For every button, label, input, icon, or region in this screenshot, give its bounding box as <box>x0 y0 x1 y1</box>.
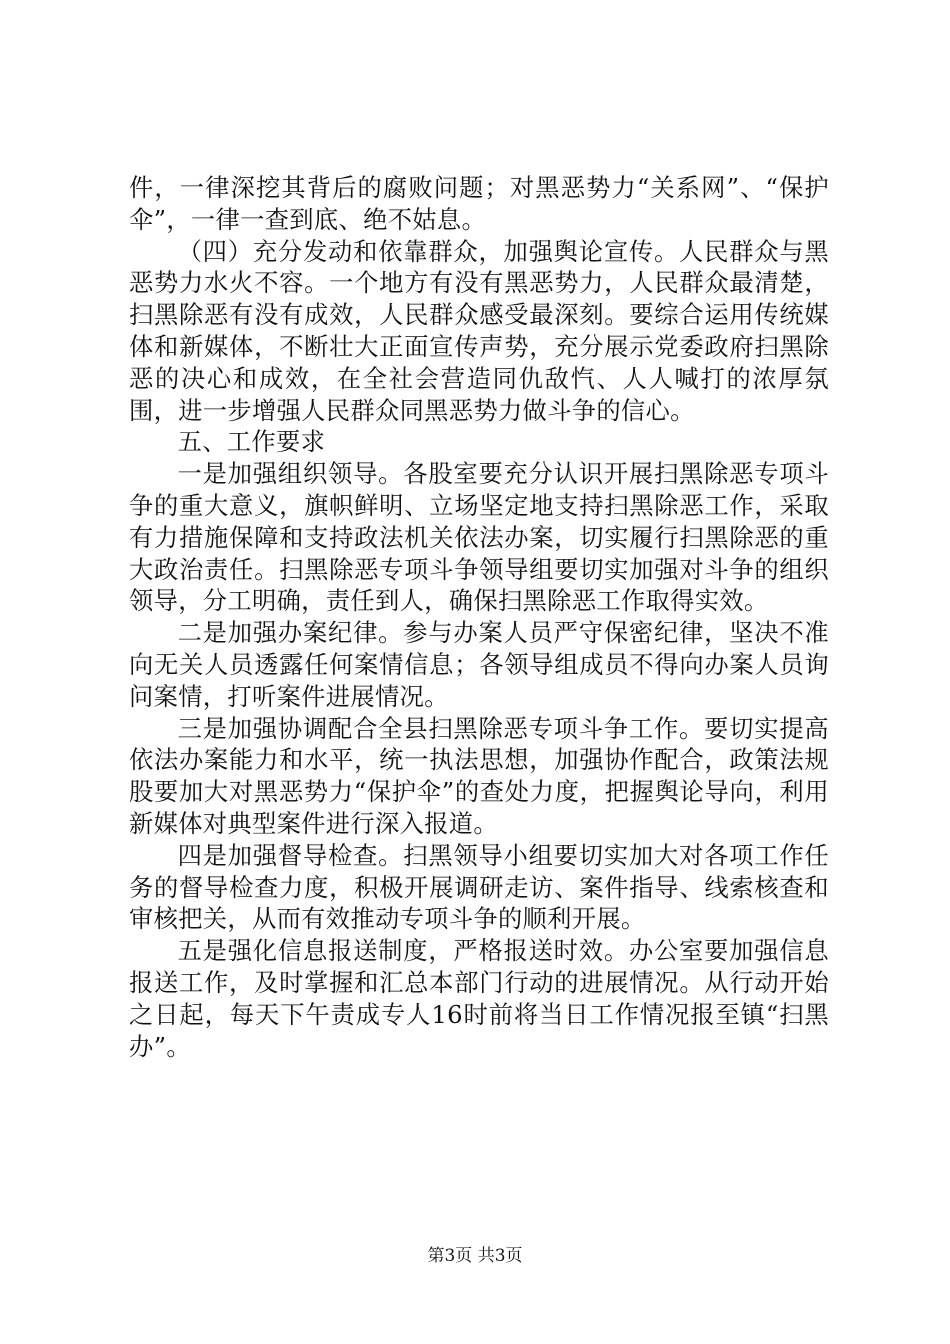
page-number-footer: 第3页 共3页 <box>427 1246 523 1266</box>
paragraph-requirement-3: 三是加强协调配合全县扫黑除恶专项斗争工作。要切实提高依法办案能力和水平，统一执法思想，加强协作配合，政策法规股要加大对黑恶势力“保护伞”的查处力度，把握舆论导向，利用新媒体对典型案件进行深入报道。 <box>129 713 829 838</box>
paragraph-requirement-2: 二是加强办案纪律。参与办案人员严守保密纪律，坚决不准向无关人员透露任何案情信息；各领导组成员不得向办案人员询问案情，打听案件进展情况。 <box>129 618 829 711</box>
paragraph-section-4: （四）充分发动和依靠群众，加强舆论宣传。人民群众与黑恶势力水火不容。一个地方有没有黑恶势力，人民群众最清楚，扫黑除恶有没有成效，人民群众感受最深刻。要综合运用传统媒体和新媒体，不断壮大正面宣传声势，充分展示党委政府扫黑除恶的决心和成效，在全社会营造同仇敌忾、人人喊打的浓厚氛围，进一步增强人民群众同黑恶势力做斗争的信心。 <box>129 236 829 425</box>
section-heading-work-requirements: 五、工作要求 <box>177 427 326 457</box>
paragraph-requirement-5: 五是强化信息报送制度，严格报送时效。办公室要加强信息报送工作，及时掌握和汇总本部门行动的进展情况。从行动开始之日起，每天下午责成专人16时前将当日工作情况报至镇“扫黑办”。 <box>129 936 829 1061</box>
document-body <box>129 172 829 1062</box>
paragraph-requirement-1: 一是加强组织领导。各股室要充分认识开展扫黑除恶专项斗争的重大意义，旗帜鲜明、立场坚定地支持扫黑除恶工作，采取有力措施保障和支持政法机关依法办案，切实履行扫黑除恶的重大政治责任。扫黑除恶专项斗争领导组要切实加强对斗争的组织领导，分工明确，责任到人，确保扫黑除恶工作取得实效。 <box>129 459 829 616</box>
paragraph-requirement-4: 四是加强督导检查。扫黑领导小组要切实加大对各项工作任务的督导检查力度，积极开展调研走访、案件指导、线索核查和审核把关，从而有效推动专项斗争的顺利开展。 <box>129 840 829 934</box>
paragraph-continuation: 件，一律深挖其背后的腐败问题；对黑恶势力“关系网”、“保护伞”，一律一查到底、绝不姑息。 <box>129 173 829 234</box>
